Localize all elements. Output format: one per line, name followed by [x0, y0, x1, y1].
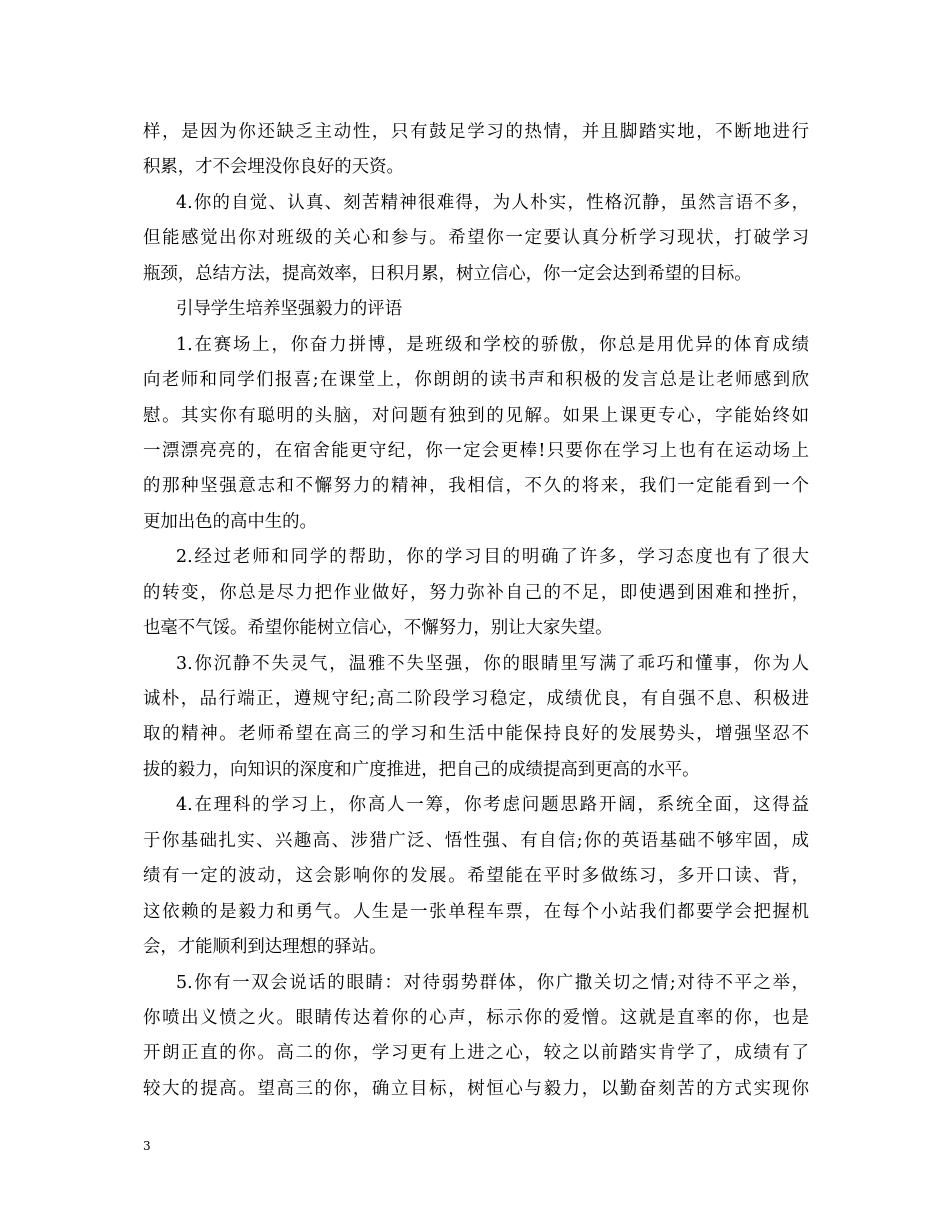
text-line: 的转变，你总是尽力把作业做好，努力弥补自己的不足，即使遇到困难和挫折， — [143, 582, 809, 603]
text-line: 绩有一定的波动，这会影响你的发展。希望能在平时多做练习，多开口读、背， — [143, 866, 809, 887]
text-line: 诚朴，品行端正，遵规守纪;高二阶段学习稳定，成绩优良，有自强不息、积极进 — [143, 689, 809, 709]
text-line: 这依赖的是毅力和勇气。人生是一张单程车票，在每个小站我们都要学会把握机 — [143, 901, 809, 922]
text-line: 开朗正直的你。高二的你，学习更有上进之心，较之以前踏实肯学了，成绩有了 — [143, 1043, 809, 1064]
text-line: 也毫不气馁。希望你能树立信心，不懈努力，别让大家失望。 — [143, 618, 613, 639]
text-line: 更加出色的高中生的。 — [143, 511, 317, 532]
section-heading: 引导学生培养坚强毅力的评语 — [176, 299, 403, 320]
text-line: 会，才能顺利到达理想的驿站。 — [143, 937, 387, 958]
text-line: 4.你的自觉、认真、刻苦精神很难得，为人朴实，性格沉静，虽然言语不多， — [176, 192, 809, 213]
text-line: 积累，才不会埋没你良好的天资。 — [143, 157, 404, 178]
text-line: 一漂漂亮亮的，在宿舍能更守纪，你一定会更棒!只要你在学习上也有在运动场上 — [143, 440, 809, 461]
text-line: 样，是因为你还缺乏主动性，只有鼓足学习的热情，并且脚踏实地，不断地进行 — [143, 122, 809, 142]
text-line: 的那种坚强意志和不懈努力的精神，我相信，不久的将来，我们一定能看到一个 — [143, 476, 809, 497]
text-line: 2.经过老师和同学的帮助，你的学习目的明确了许多，学习态度也有了很大 — [176, 547, 809, 568]
text-line: 4.在理科的学习上，你高人一筹，你考虑问题思路开阔，系统全面，这得益 — [176, 795, 809, 816]
text-line: 1.在赛场上，你奋力拼博，是班级和学校的骄傲，你总是用优异的体育成绩 — [176, 334, 809, 355]
text-line: 但能感觉出你对班级的关心和参与。希望你一定要认真分析学习现状，打破学习 — [143, 228, 809, 249]
text-line: 你喷出义愤之火。眼睛传达着你的心声，标示你的爱憎。这就是直率的你，也是 — [143, 1007, 809, 1028]
text-line: 向老师和同学们报喜;在课堂上，你朗朗的读书声和积极的发言总是让老师感到欣 — [143, 370, 809, 391]
text-line: 3.你沉静不失灵气，温雅不失坚强，你的眼睛里写满了乖巧和懂事，你为人 — [176, 653, 809, 674]
text-line: 慰。其实你有聪明的头脑，对问题有独到的见解。如果上课更专心，字能始终如 — [143, 405, 809, 426]
text-line: 取的精神。老师希望在高三的学习和生活中能保持良好的发展势头，增强坚忍不 — [143, 724, 809, 745]
text-line: 瓶颈，总结方法，提高效率，日积月累，树立信心，你一定会达到希望的目标。 — [143, 263, 752, 284]
text-line: 拔的毅力，向知识的深度和广度推进，把自己的成绩提高到更高的水平。 — [143, 759, 700, 780]
text-line: 5.你有一双会说话的眼睛：对待弱势群体，你广撒关切之情;对待不平之举， — [176, 972, 809, 993]
page-number: 3 — [143, 1139, 151, 1153]
body-text — [143, 115, 809, 1107]
text-line: 较大的提高。望高三的你，确立目标，树恒心与毅力，以勤奋刻苦的方式实现你 — [143, 1078, 809, 1099]
text-line: 于你基础扎实、兴趣高、涉猎广泛、悟性强、有自信;你的英语基础不够牢固，成 — [143, 830, 809, 851]
